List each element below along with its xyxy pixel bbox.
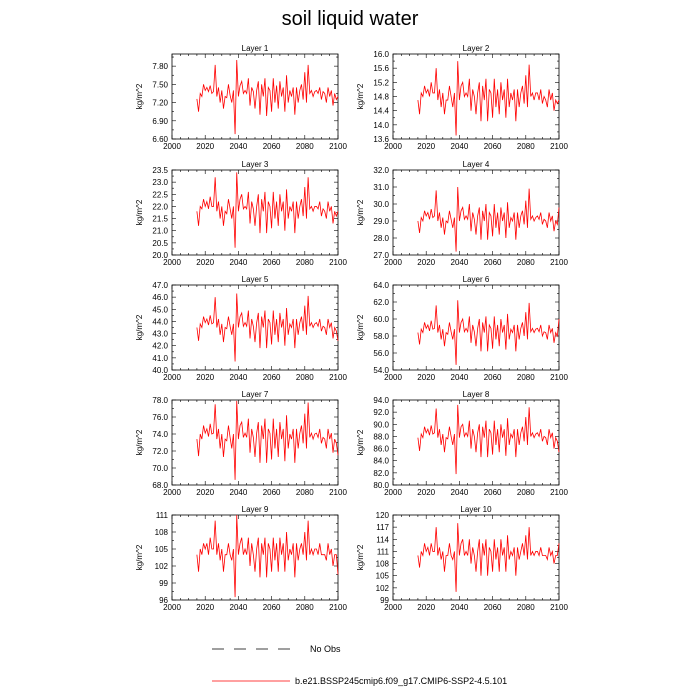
y-tick-label: 78.0 [152, 396, 168, 405]
series-line [418, 187, 559, 252]
y-axis-label: kg/m^2 [356, 199, 365, 226]
series-line [197, 515, 338, 597]
x-tick-label: 2100 [329, 488, 347, 497]
y-tick-label: 22.0 [152, 202, 168, 212]
y-tick-label: 13.6 [373, 135, 389, 144]
y-tick-label: 102 [375, 583, 389, 593]
x-tick-label: 2100 [550, 142, 568, 151]
x-tick-label: 2060 [483, 258, 502, 267]
y-tick-label: 42.0 [152, 341, 168, 351]
x-tick-label: 2000 [163, 603, 181, 612]
x-tick-label: 2000 [384, 373, 402, 382]
panel-title: Layer 8 [462, 390, 490, 399]
y-axis-label: kg/m^2 [135, 83, 144, 110]
x-tick-label: 2020 [417, 258, 436, 267]
y-tick-label: 96 [159, 596, 168, 605]
y-axis-label: kg/m^2 [135, 544, 144, 571]
y-tick-label: 14.8 [373, 92, 389, 102]
x-tick-label: 2000 [384, 258, 402, 267]
panel-6 [356, 275, 568, 382]
y-tick-label: 68.0 [152, 481, 168, 490]
x-tick-label: 2020 [196, 373, 215, 382]
y-tick-label: 7.80 [152, 62, 168, 72]
panel-9 [135, 505, 347, 612]
x-tick-label: 2000 [163, 258, 181, 267]
x-tick-label: 2080 [516, 373, 535, 382]
y-tick-label: 84.0 [373, 456, 389, 466]
plot-frame [393, 54, 559, 139]
y-tick-label: 15.6 [373, 64, 389, 74]
x-tick-label: 2020 [196, 603, 215, 612]
y-tick-label: 102 [154, 562, 168, 571]
x-tick-label: 2020 [417, 373, 436, 382]
x-tick-label: 2080 [516, 258, 535, 267]
y-tick-label: 99 [380, 596, 389, 605]
y-tick-label: 94.0 [373, 396, 389, 405]
y-tick-label: 28.0 [373, 234, 389, 243]
y-tick-label: 58.0 [373, 332, 389, 341]
panel-2 [356, 44, 568, 151]
panel-title: Layer 5 [241, 275, 269, 284]
y-tick-label: 41.0 [152, 353, 168, 363]
x-tick-label: 2100 [329, 603, 347, 612]
y-tick-label: 14.0 [373, 120, 389, 130]
legend-model-label: b.e21.BSSP245cmip6.f09_g17.CMIP6-SSP2-4.5.101 [295, 676, 508, 686]
y-tick-label: 31.0 [373, 183, 389, 192]
y-axis-label: kg/m^2 [135, 429, 144, 456]
y-tick-label: 44.0 [152, 317, 168, 327]
y-tick-label: 29.0 [373, 217, 389, 226]
series-line [197, 172, 338, 247]
page-title: soil liquid water [281, 8, 419, 30]
x-tick-label: 2060 [262, 142, 281, 151]
panel-5 [135, 275, 347, 382]
y-tick-label: 27.0 [373, 251, 389, 260]
y-tick-label: 7.50 [152, 80, 168, 90]
y-tick-label: 114 [376, 535, 389, 545]
y-tick-label: 105 [154, 545, 168, 554]
y-tick-label: 23.0 [152, 178, 168, 188]
y-tick-label: 60.0 [373, 315, 389, 324]
y-tick-label: 54.0 [373, 366, 389, 375]
x-tick-label: 2040 [450, 488, 469, 497]
y-tick-label: 111 [376, 547, 389, 557]
panel-title: Layer 9 [241, 505, 269, 514]
x-tick-label: 2020 [417, 142, 436, 151]
series-line [418, 523, 559, 592]
y-tick-label: 86.0 [373, 444, 389, 454]
y-tick-label: 20.5 [152, 238, 168, 248]
y-tick-label: 32.0 [373, 166, 389, 175]
y-tick-label: 43.0 [152, 329, 168, 339]
panel-title: Layer 10 [460, 505, 492, 514]
x-tick-label: 2040 [450, 258, 469, 267]
panel-8 [356, 390, 568, 497]
panel-title: Layer 3 [241, 160, 269, 169]
y-tick-label: 72.0 [152, 447, 168, 456]
x-tick-label: 2040 [229, 258, 248, 267]
x-tick-label: 2020 [196, 258, 215, 267]
y-tick-label: 76.0 [152, 413, 168, 422]
y-tick-label: 20.0 [152, 251, 168, 260]
x-tick-label: 2100 [329, 142, 347, 151]
y-tick-label: 40.0 [152, 366, 168, 375]
series-line [197, 401, 338, 480]
x-tick-label: 2040 [229, 603, 248, 612]
plot-frame [393, 400, 559, 485]
x-tick-label: 2020 [196, 488, 215, 497]
x-tick-label: 2060 [262, 258, 281, 267]
panel-4 [356, 160, 568, 267]
y-tick-label: 64.0 [373, 281, 389, 290]
x-tick-label: 2040 [229, 142, 248, 151]
y-tick-label: 46.0 [152, 293, 168, 303]
x-tick-label: 2100 [329, 373, 347, 382]
y-tick-label: 15.2 [373, 78, 389, 88]
y-tick-label: 21.0 [152, 226, 168, 236]
y-tick-label: 6.60 [152, 135, 168, 144]
x-tick-label: 2060 [483, 603, 502, 612]
panel-7 [135, 390, 347, 497]
panel-10 [356, 505, 568, 612]
x-tick-label: 2060 [262, 603, 281, 612]
panel-title: Layer 2 [462, 44, 490, 53]
y-tick-label: 21.5 [152, 214, 168, 224]
x-tick-label: 2100 [329, 258, 347, 267]
x-tick-label: 2020 [417, 603, 436, 612]
x-tick-label: 2000 [384, 142, 402, 151]
y-tick-label: 45.0 [152, 305, 168, 315]
x-tick-label: 2080 [516, 488, 535, 497]
y-tick-label: 14.4 [373, 106, 389, 116]
series-line [418, 61, 559, 135]
x-tick-label: 2040 [450, 373, 469, 382]
x-tick-label: 2100 [550, 488, 568, 497]
y-axis-label: kg/m^2 [356, 429, 365, 456]
y-tick-label: 7.20 [152, 98, 168, 108]
panel-3 [135, 160, 347, 267]
x-tick-label: 2020 [417, 488, 436, 497]
y-tick-label: 88.0 [373, 432, 389, 442]
series-line [418, 300, 559, 365]
y-tick-label: 99 [159, 579, 168, 588]
y-tick-label: 22.5 [152, 190, 168, 200]
x-tick-label: 2020 [196, 142, 215, 151]
x-tick-label: 2080 [295, 142, 314, 151]
x-tick-label: 2060 [262, 373, 281, 382]
x-tick-label: 2000 [163, 373, 181, 382]
y-axis-label: kg/m^2 [356, 544, 365, 571]
x-tick-label: 2040 [229, 373, 248, 382]
series-line [197, 60, 338, 134]
y-tick-label: 30.0 [373, 200, 389, 209]
x-tick-label: 2080 [295, 603, 314, 612]
y-tick-label: 56.0 [373, 349, 389, 358]
x-tick-label: 2080 [516, 603, 535, 612]
y-tick-label: 6.90 [152, 116, 168, 126]
y-axis-label: kg/m^2 [135, 314, 144, 341]
x-tick-label: 2080 [295, 373, 314, 382]
panel-title: Layer 6 [462, 275, 490, 284]
x-tick-label: 2100 [550, 373, 568, 382]
x-tick-label: 2100 [550, 258, 568, 267]
panel-title: Layer 7 [241, 390, 269, 399]
x-tick-label: 2000 [384, 488, 402, 497]
x-tick-label: 2080 [295, 258, 314, 267]
y-tick-label: 111 [155, 511, 168, 520]
series-line [418, 405, 559, 474]
y-tick-label: 108 [375, 559, 389, 569]
x-tick-label: 2000 [163, 488, 181, 497]
y-axis-label: kg/m^2 [356, 83, 365, 110]
x-tick-label: 2060 [483, 488, 502, 497]
x-tick-label: 2100 [550, 603, 568, 612]
y-axis-label: kg/m^2 [356, 314, 365, 341]
x-tick-label: 2080 [516, 142, 535, 151]
y-tick-label: 80.0 [373, 481, 389, 490]
x-tick-label: 2080 [295, 488, 314, 497]
y-tick-label: 90.0 [373, 420, 389, 430]
panel-1 [135, 44, 347, 151]
y-tick-label: 16.0 [373, 50, 389, 59]
y-tick-label: 82.0 [373, 468, 389, 478]
legend-no-obs-label: No Obs [310, 644, 341, 654]
x-tick-label: 2060 [483, 142, 502, 151]
y-tick-label: 62.0 [373, 298, 389, 307]
y-tick-label: 105 [375, 571, 389, 581]
y-tick-label: 108 [154, 528, 168, 537]
y-tick-label: 92.0 [373, 408, 389, 418]
plot-frame [393, 285, 559, 370]
y-tick-label: 74.0 [152, 430, 168, 439]
y-tick-label: 23.5 [152, 166, 168, 175]
x-tick-label: 2060 [262, 488, 281, 497]
panel-title: Layer 1 [241, 44, 269, 53]
panel-title: Layer 4 [462, 160, 490, 169]
series-line [197, 294, 338, 362]
y-tick-label: 120 [375, 511, 389, 520]
y-axis-label: kg/m^2 [135, 199, 144, 226]
x-tick-label: 2040 [229, 488, 248, 497]
x-tick-label: 2040 [450, 603, 469, 612]
x-tick-label: 2000 [384, 603, 402, 612]
y-tick-label: 117 [376, 523, 389, 533]
plot-frame [393, 170, 559, 255]
y-tick-label: 70.0 [152, 464, 168, 473]
x-tick-label: 2060 [483, 373, 502, 382]
x-tick-label: 2000 [163, 142, 181, 151]
y-tick-label: 47.0 [152, 281, 168, 290]
x-tick-label: 2040 [450, 142, 469, 151]
